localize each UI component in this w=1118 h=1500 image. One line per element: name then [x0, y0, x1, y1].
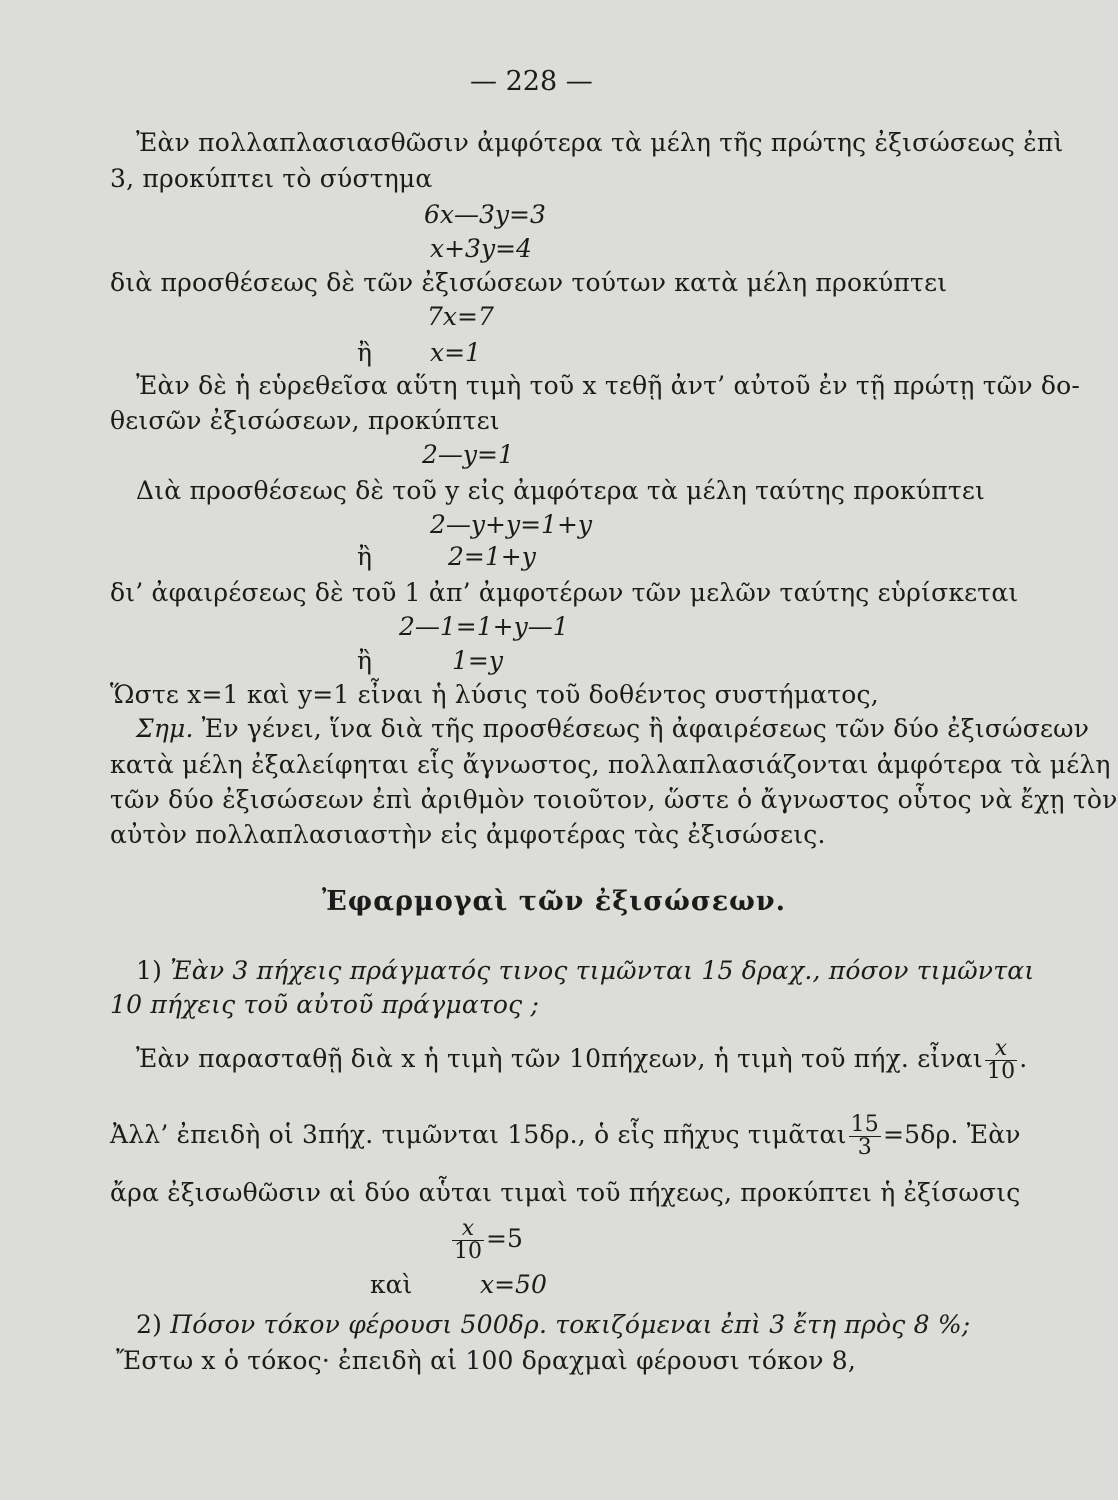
- fraction: [849, 1114, 881, 1159]
- text-line-with-fraction: [136, 1038, 1027, 1083]
- equation: 7x=7: [427, 302, 494, 331]
- fraction-numerator: x: [461, 1216, 475, 1241]
- text-line: τῶν δύο ἐξισώσεων ἐπὶ ἀριθμὸν τοιοῦτον, ὥστε ὁ ἄγνωστος οὗτος νὰ ἔχῃ τὸν: [110, 785, 1118, 814]
- fraction-denominator: 10: [986, 1059, 1016, 1084]
- text-line: 3, προκύπτει τὸ σύστημα: [110, 164, 433, 193]
- equation: 2—1=1+y—1: [399, 612, 569, 641]
- problem-text: Ἐὰν 3 πήχεις πράγματός τινος τιμῶνται 15 δραχ., πόσον τιμῶνται: [170, 956, 1035, 985]
- fraction-denominator: 3: [849, 1136, 881, 1159]
- equation: x+3y=4: [430, 234, 532, 263]
- fraction: [452, 1218, 484, 1263]
- fraction-numerator: x: [994, 1036, 1008, 1061]
- fraction-numerator: 15: [850, 1112, 879, 1137]
- text-line: αὐτὸν πολλαπλασιαστὴν εἰς ἀμφοτέρας τὰς ἐξισώσεις.: [110, 820, 826, 849]
- note-text: Ἐν γένει, ἵνα διὰ τῆς προσθέσεως ἢ ἀφαιρέσεως τῶν δύο ἐξισώσεων: [193, 714, 1090, 743]
- fraction: [985, 1038, 1017, 1083]
- text-line: δι’ ἀφαιρέσεως δὲ τοῦ 1 ἀπ’ ἀμφοτέρων τῶν μελῶν ταύτης εὑρίσκεται: [110, 578, 1019, 607]
- problem-line: [136, 956, 1034, 986]
- fraction-denominator: 10: [454, 1239, 482, 1264]
- text-line: κατὰ μέλη ἐξαλείφηται εἷς ἄγνωστος, πολλαπλασιάζονται ἀμφότερα τὰ μέλη: [110, 750, 1111, 779]
- text-line: ἄρα ἐξισωθῶσιν αἱ δύο αὗται τιμαὶ τοῦ πήχεως, προκύπτει ἡ ἐξίσωσις: [110, 1178, 1021, 1207]
- text-line: Ἐὰν δὲ ἡ εὑρεθεῖσα αὕτη τιμὴ τοῦ x τεθῇ ἀντ’ αὐτοῦ ἐν τῇ πρώτῃ τῶν δο-: [136, 371, 1081, 400]
- text-line: διὰ προσθέσεως δὲ τῶν ἐξισώσεων τούτων κατὰ μέλη προκύπτει: [110, 268, 948, 297]
- text: Ἐὰν παρασταθῇ διὰ x ἡ τιμὴ τῶν 10πήχεων, ἡ τιμὴ τοῦ πήχ. εἶναι: [136, 1044, 983, 1073]
- note-abbreviation: Σημ.: [136, 714, 194, 743]
- text: =5δρ. Ἐὰν: [883, 1120, 1021, 1149]
- equation: 6x—3y=3: [424, 200, 546, 229]
- problem-text: Πόσον τόκον φέρουσι 500δρ. τοκιζόμεναι ἐπὶ 3 ἔτη πρὸς 8 %;: [170, 1310, 971, 1339]
- equation: x=1: [430, 338, 481, 367]
- problem-number: 1): [136, 956, 171, 985]
- text-line: Ἐὰν πολλαπλασιασθῶσιν ἀμφότερα τὰ μέλη τῆς πρώτης ἐξισώσεως ἐπὶ: [136, 128, 1064, 157]
- text-line: Διὰ προσθέσεως δὲ τοῦ y εἰς ἀμφότερα τὰ μέλη ταύτης προκύπτει: [136, 476, 986, 505]
- note-line: [136, 714, 1089, 744]
- equation: x=50: [480, 1270, 547, 1299]
- conjunction: ἢ: [357, 646, 372, 675]
- text-line: θεισῶν ἐξισώσεων, προκύπτει: [110, 406, 500, 435]
- section-heading: Ἐφαρμογαὶ τῶν ἐξισώσεων.: [322, 886, 787, 917]
- conjunction: καὶ: [370, 1270, 413, 1299]
- problem-line: 10 πήχεις τοῦ αὐτοῦ πράγματος ;: [110, 990, 540, 1019]
- conjunction: ἢ: [357, 338, 372, 367]
- problem-line: [136, 1310, 970, 1340]
- text-line-with-fraction: [110, 1114, 1021, 1159]
- page-number: — 228 —: [470, 66, 593, 97]
- equation-rhs: =5: [486, 1224, 523, 1253]
- equation: 2=1+y: [448, 542, 536, 571]
- text: .: [1019, 1044, 1028, 1073]
- problem-number: 2): [136, 1310, 171, 1339]
- text: Ἀλλ’ ἐπειδὴ οἱ 3πήχ. τιμῶνται 15δρ., ὁ εἷς πῆχυς τιμᾶται: [110, 1120, 847, 1149]
- text-line: Ὥστε x=1 καὶ y=1 εἶναι ἡ λύσις τοῦ δοθέντος συστήματος,: [110, 680, 879, 709]
- equation: 2—y=1: [422, 440, 514, 469]
- conjunction: ἢ: [357, 542, 372, 571]
- equation: 1=y: [452, 646, 503, 675]
- equation: [450, 1218, 523, 1263]
- text-line: Ἔστω x ὁ τόκος· ἐπειδὴ αἱ 100 δραχμαὶ φέρουσι τόκον 8,: [116, 1346, 857, 1375]
- equation: 2—y+y=1+y: [430, 510, 593, 539]
